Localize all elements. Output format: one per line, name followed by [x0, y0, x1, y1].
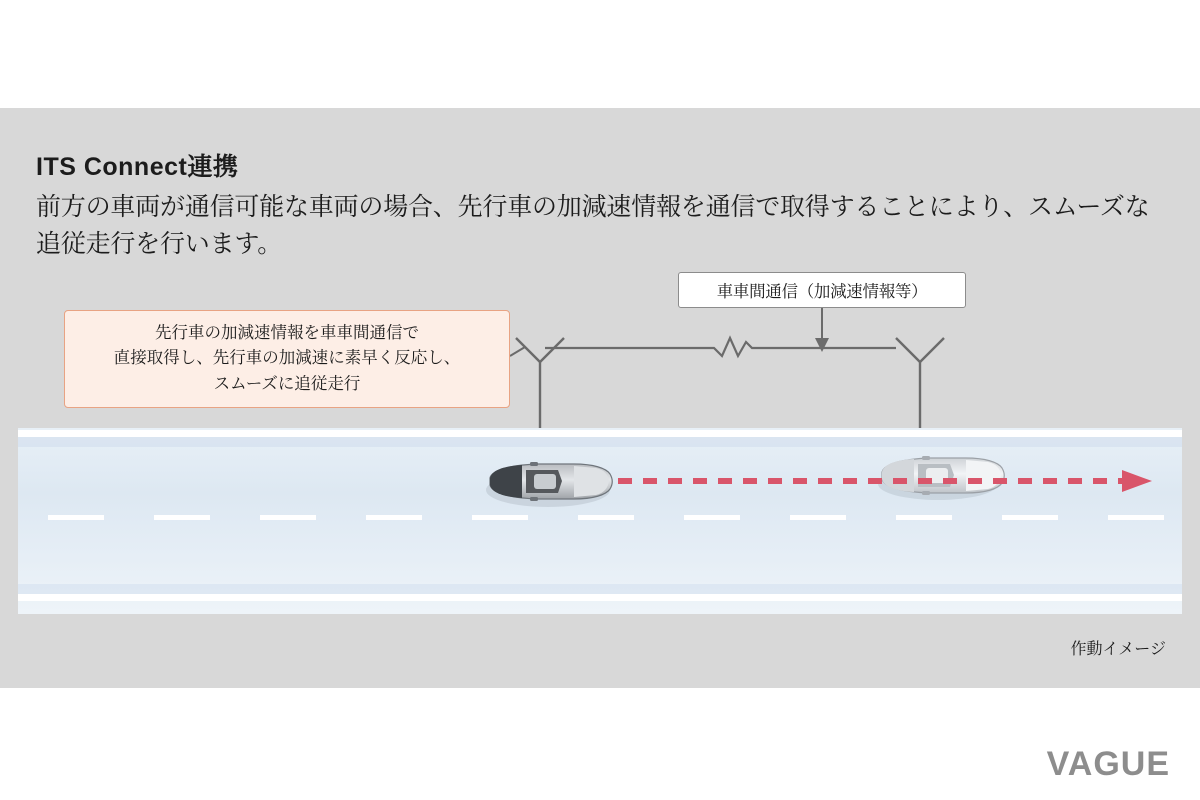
road-edge-line-top — [18, 430, 1182, 437]
callout-right — [678, 272, 966, 308]
page-title: ITS Connect連携 — [36, 153, 239, 181]
headline-block — [36, 152, 1166, 262]
callout-left-line-3: スムーズに追従走行 — [213, 374, 361, 393]
callout-left-line-1: 先行車の加減速情報を車車間通信で — [155, 323, 419, 342]
page-subtitle: 前方の車両が通信可能な車両の場合、先行車の加減速情報を通信で取得することにより、スムーズな追従走行を行います。 — [36, 193, 1150, 258]
following-vehicle-mirror-top — [530, 462, 538, 466]
callout-left — [64, 310, 510, 408]
following-vehicle-roof — [534, 474, 556, 489]
following-vehicle-mirror-bottom — [530, 497, 538, 501]
following-vehicle — [486, 462, 612, 507]
road-scene — [18, 422, 1182, 620]
road-shade-bottom — [18, 584, 1182, 594]
road-edge-line-bottom — [18, 594, 1182, 601]
callout-right-text: 車車間通信（加減速情報等） — [716, 283, 928, 301]
callout-left-text — [106, 321, 469, 398]
road-shade-top — [18, 437, 1182, 447]
operation-image-caption: 作動イメージ — [1070, 641, 1166, 658]
vague-logo: VAGUE — [1046, 745, 1170, 783]
callout-left-line-2: 直接取得し、先行車の加減速に素早く反応し、 — [113, 349, 461, 368]
lead-vehicle-mirror-bottom — [922, 491, 930, 495]
lead-vehicle-mirror-top — [922, 456, 930, 460]
